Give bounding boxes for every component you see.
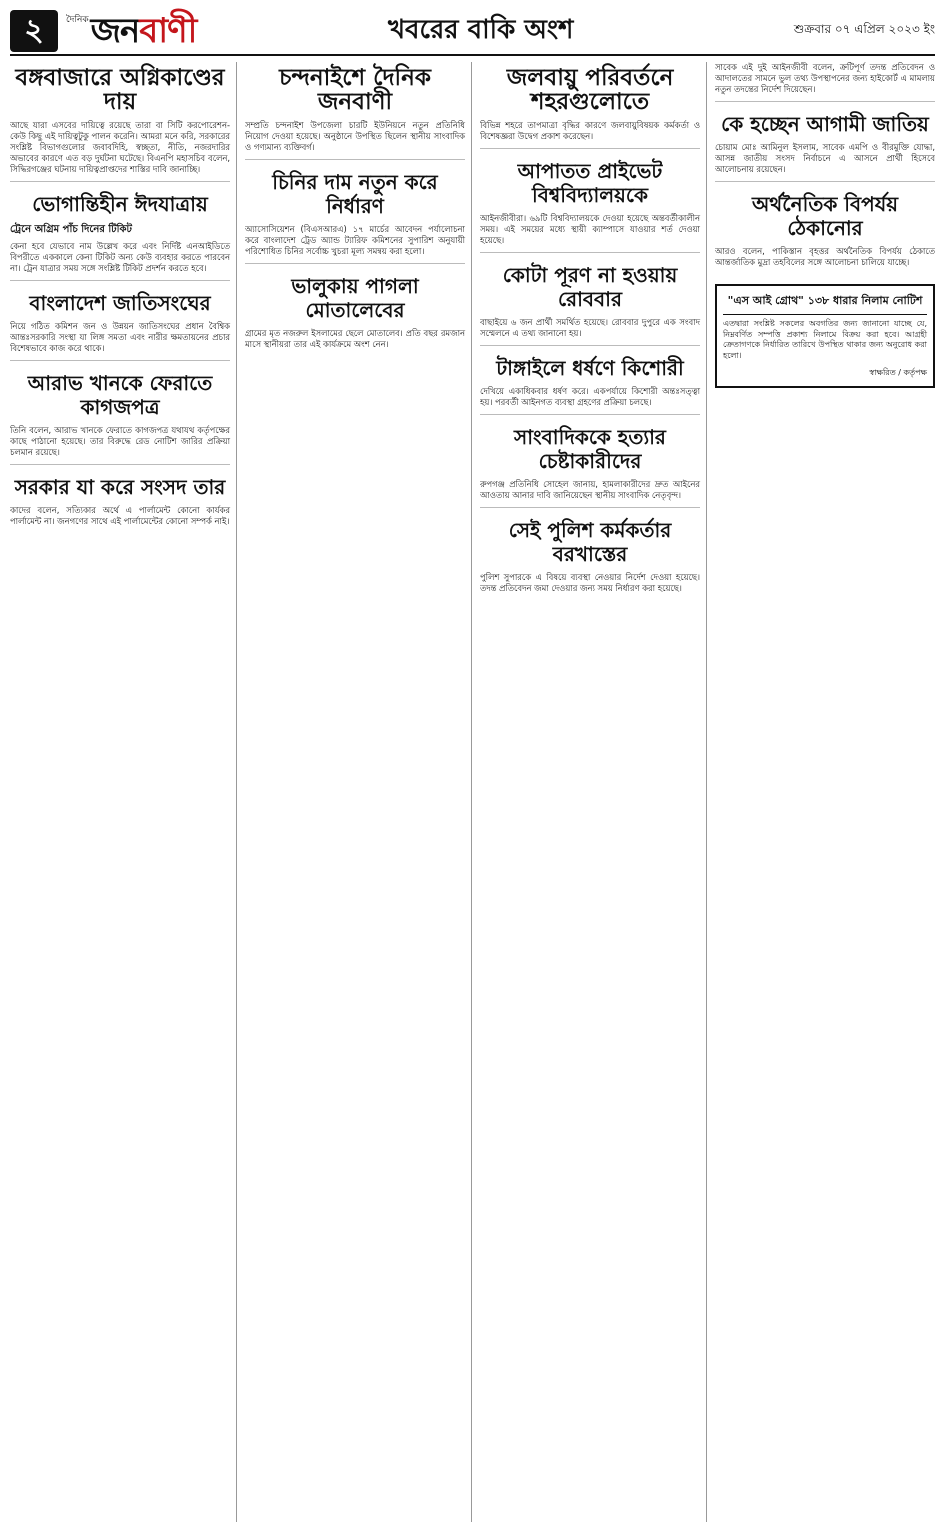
column-2 — [245, 62, 472, 1522]
section-title: খবরের বাকি অংশ — [387, 15, 574, 45]
notice-title: "এস আই গ্রোথ" ১৩৮ ধারার নিলাম নোটিশ — [723, 292, 927, 315]
story-headline: সরকার যা করে সংসদ তার — [14, 475, 226, 499]
logo-text — [91, 12, 197, 50]
news-story — [480, 518, 700, 600]
column-4-stories — [715, 62, 935, 274]
story-headline: কোটা পূরণ না হওয়ায় রোববার — [502, 263, 678, 311]
story-headline: আপাতত প্রাইভেট বিশ্ববিদ্যালয়কে — [517, 159, 663, 207]
story-headline: ভালুকায় পাগলা মোতালেবের — [291, 274, 419, 322]
story-headline: কে হচ্ছেন আগামী জাতিয় — [721, 112, 929, 136]
news-story — [10, 371, 230, 465]
news-story — [715, 112, 935, 182]
story-body: কেনা হবে যেভাবে নাম উল্লেখ করে এবং নির্দিষ্ট এনআইডিতে বিপরীতে এককালে কেনা টিকিট অন্য কেউ ব্যবহার করতে পারবেন না। ট্রেন যাত্রার সময় সঙ্গে সংশ্লিষ্ট টিকিট প্রদর্শন করতে হবে। — [10, 241, 230, 273]
story-body: আছে যারা এসবের দায়িত্বে রয়েছে তারা বা সিটি করপোরেশন- কেউ কিছু এই দায়িত্বটুকু পালন করেনি। আমরা মনে করি, সরকারের সংশ্লিষ্ট বিভাগগুলোর জবাবদিহি, স্বচ্ছতা, নীতি, নজরদারির অভাবের কারণে এত বড় দুর্ঘটনা ঘটেছে। বিএনপি মহাসচিব বলেন, সিদ্ধিরগঞ্জের ঘটনায় দায়িত্বপ্রাপ্তদের শাস্তির দাবি জানাচ্ছি। — [10, 120, 230, 174]
story-headline: আরাভ খানকে ফেরাতে কাগজপত্র — [27, 371, 213, 419]
notice-signature: স্বাক্ষরিত / কর্তৃপক্ষ — [869, 368, 927, 377]
story-body: আইনজীবীরা। ৬৯টি বিশ্ববিদ্যালয়কে দেওয়া হয়েছে অন্তবর্তীকালীন সময়। এই সময়ের মধ্যে স্থায়ী ক্যাম্পাসে যাওয়ার শর্ত দেওয়া হয়েছে। — [480, 213, 700, 245]
news-story — [480, 159, 700, 253]
story-body: সাবেক এই দুই আইনজীবী বলেন, ক্রটিপূর্ণ তদন্ত প্রতিবেদন ও আদালতের সামনে ভুল তথ্য উপস্থাপনের জন্য হাইকোর্ট এ মামলায় নতুন তদন্তের নির্দেশ দিয়েছেন। — [715, 62, 935, 94]
dateline: শুক্রবার ০৭ এপ্রিল ২০২৩ ইং — [793, 22, 935, 36]
logo-part1: জন — [90, 11, 140, 51]
columns-grid — [10, 62, 935, 1522]
news-story — [10, 66, 230, 182]
logo-part2: বাণী — [139, 11, 197, 51]
story-body: সম্প্রতি চন্দনাইশ উপজেলা চারটি ইউনিয়নে নতুন প্রতিনিধি নিয়োগ দেওয়া হয়েছে। অনুষ্ঠানে উপস্থিত ছিলেন স্থানীয় সাংবাদিক ও গণ্যমান্য ব্যক্তিবর্গ। — [245, 120, 465, 152]
story-headline: অর্থনৈতিক বিপর্যয় ঠেকানোর — [751, 192, 899, 240]
story-headline: বাংলাদেশ জাতিসংঘের — [29, 291, 211, 315]
column-3 — [480, 62, 707, 1522]
column-1 — [10, 62, 237, 1522]
story-body: চোয়াম মোঃ আমিনুল ইসলাম, সাবেক এমপি ও বীরমুক্তি যোদ্ধা, আসন্ন জাতীয় সংসদ নির্বাচনে এ আসনে প্রার্থী হিসেবে আলোচনায় রয়েছেন। — [715, 142, 935, 174]
logo — [66, 12, 196, 50]
masthead — [10, 8, 935, 56]
story-body: রুপগঞ্জ প্রতিনিধি সোহেল জানায়, হামলাকারীদের দ্রুত আইনের আওতায় আনার দাবি জানিয়েছেন স্থানীয় সাংবাদিক নেতৃবৃন্দ। — [480, 479, 700, 500]
notice-body: এতদ্বারা সংশ্লিষ্ট সকলের অবগতির জন্য জানানো যাচ্ছে যে, নিম্নবর্ণিত সম্পত্তি প্রকাশ্য নিলামে বিক্রয় করা হবে। আগ্রহী ক্রেতাগণকে নির্ধারিত তারিখে উপস্থিত থাকার জন্য অনুরোধ করা হলো। — [723, 319, 927, 360]
story-headline: চন্দনাইশে দৈনিক জনবাণী — [279, 65, 431, 115]
news-story — [10, 192, 230, 281]
column-4 — [715, 62, 935, 1522]
story-headline: সাংবাদিককে হত্যার চেষ্টাকারীদের — [514, 425, 666, 473]
logo-daily-label: দৈনিক — [66, 15, 89, 25]
news-story — [715, 192, 935, 274]
story-headline: সেই পুলিশ কর্মকর্তার বরখাস্তের — [508, 518, 672, 566]
auction-notice — [715, 284, 935, 388]
story-body: বাছাইয়ে ৬ জন প্রার্থী সমর্থিত হয়েছে। রোববার দুপুরে এক সংবাদ সম্মেলনে এ তথ্য জানানো হয়। — [480, 317, 700, 338]
story-body: গ্রামের মৃত নজরুল ইসলামের ছেলে মোতালেব। প্রতি বছর রমজান মাসে স্থানীয়রা তার এই কার্যক্রমে অংশ নেন। — [245, 328, 465, 349]
news-story — [10, 291, 230, 361]
story-body: দেখিয়ে একাধিকবার ধর্ষণ করে। একপর্যায়ে কিশোরী অন্তঃসত্ত্বা হয়। পরবর্তী আইনগত ব্যবস্থা গ্রহণের প্রক্রিয়া চলছে। — [480, 386, 700, 407]
page-number: ২ — [10, 10, 58, 52]
story-body: নিয়ে গঠিত কমিশন জন ও উন্নয়ন জাতিসংঘের প্রধান বৈশ্বিক আন্তঃসরকারি সংস্থা যা লিঙ্গ সমতা এবং নারীর ক্ষমতায়নের প্রচার বিশেষভাবে কাজ করে থাকে। — [10, 321, 230, 353]
story-body: অ্যাসোসিয়েশন (বিএসআরএ) ১৭ মার্চের আবেদন পর্যালোচনা করে বাংলাদেশ ট্রেড অ্যান্ড ট্যারিফ কমিশনের সুপারিশ অনুযায়ী পরিশোধিত চিনির সর্বোচ্চ খুচরা মূল্য সমন্বয় করা হলো। — [245, 224, 465, 256]
story-headline: জলবায়ু পরিবর্তনে শহরগুলোতে — [506, 65, 674, 115]
news-story — [480, 263, 700, 346]
news-story — [715, 62, 935, 102]
story-headline: বঙ্গবাজারে অগ্নিকাণ্ডের দায় — [15, 65, 225, 115]
news-story — [245, 170, 465, 264]
story-subhead: ট্রেনে অগ্রিম পাঁচ দিনের টিকিট — [10, 224, 132, 235]
news-story — [245, 274, 465, 356]
story-headline: টাঙ্গাইলে ধর্ষণে কিশোরী — [496, 356, 684, 380]
story-body: কাদের বলেন, সত্যিকার অর্থে এ পার্লামেন্ট কোনো কার্যকর পার্লামেন্ট না। জনগণের সাথে এই পার্লামেন্টের কোনো সম্পর্ক নাই। — [10, 505, 230, 526]
news-story — [480, 66, 700, 149]
news-story — [245, 66, 465, 160]
news-story — [480, 356, 700, 415]
story-body: পুলিশ সুপারকে এ বিষয়ে ব্যবস্থা নেওয়ার নির্দেশ দেওয়া হয়েছে। তদন্ত প্রতিবেদন জমা দেওয়ার জন্য সময় নির্ধারণ করা হয়েছে। — [480, 572, 700, 593]
story-headline: চিনির দাম নতুন করে নির্ধারণ — [272, 170, 438, 218]
story-body: তিনি বলেন, আরাভ খানকে ফেরাতে কাগজপত্র যথাযথ কর্তৃপক্ষের কাছে পাঠানো হয়েছে। তার বিরুদ্ধে রেড নোটিশ জারির প্রক্রিয়া চলমান রয়েছে। — [10, 425, 230, 457]
story-headline: ভোগান্তিহীন ঈদযাত্রায় — [32, 192, 208, 216]
story-body: বিভিন্ন শহরে তাপমাত্রা বৃদ্ধির কারণে জলবায়ুবিষয়ক কর্মকর্তা ও বিশেষজ্ঞরা উদ্বেগ প্রকাশ করেছেন। — [480, 120, 700, 141]
story-body: আরও বলেন, পাকিস্তান বৃহত্তর অর্থনৈতিক বিপর্যয় ঠেকাতে আন্তর্জাতিক মুদ্রা তহবিলের সঙ্গে আলোচনা চালিয়ে যাচ্ছে। — [715, 246, 935, 267]
news-story — [480, 425, 700, 508]
news-story — [10, 475, 230, 533]
